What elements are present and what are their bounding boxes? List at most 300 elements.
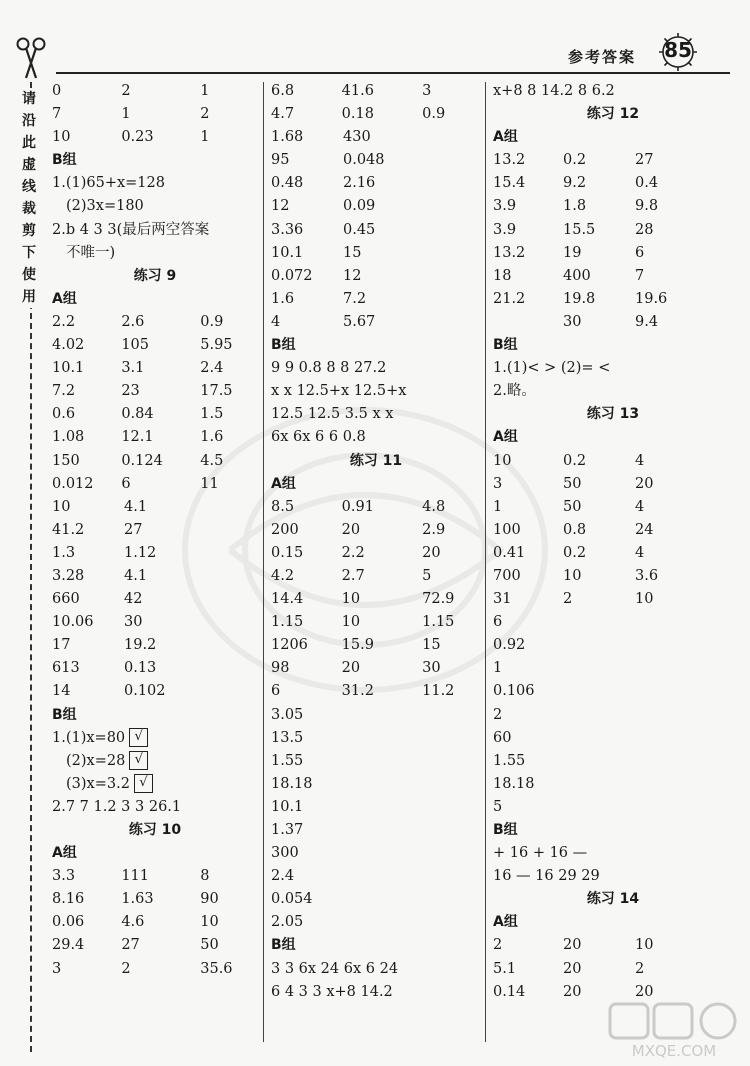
answer-row xyxy=(493,958,733,981)
answer-value: 1.12 xyxy=(124,544,157,561)
answer-value: 2.6 xyxy=(121,313,145,330)
answer-value: 4.8 xyxy=(422,498,446,515)
answer-row xyxy=(271,242,481,265)
answer-value: 28 xyxy=(635,221,654,238)
answer-row xyxy=(271,796,481,819)
answer-row xyxy=(271,657,481,680)
answer-value: 2 xyxy=(200,106,210,123)
answer-value: 10 xyxy=(341,591,361,608)
answer-value: 2 xyxy=(121,960,131,977)
answer-value: 10.1 xyxy=(271,798,304,815)
answer-value: 4 xyxy=(271,313,281,330)
answer-value: 42 xyxy=(124,591,143,608)
answer-value: 2 xyxy=(493,706,503,723)
answer-value: 18 xyxy=(493,267,512,284)
exercise-title: 练习 13 xyxy=(586,406,640,423)
answer-value: 0.2 xyxy=(563,152,587,169)
answer-value: 1.63 xyxy=(121,891,154,908)
answer-value: 10 xyxy=(493,452,512,469)
answer-row xyxy=(493,265,733,288)
answer-row xyxy=(493,611,733,634)
answer-value: 2.2 xyxy=(341,544,365,561)
answer-value: 95 xyxy=(271,152,290,169)
answer-value: 1.6 xyxy=(271,290,295,307)
answer-value: 2.7 xyxy=(341,567,365,584)
answer-row xyxy=(493,149,733,172)
answer-row xyxy=(271,126,481,149)
answer-row xyxy=(271,542,481,565)
answer-row xyxy=(271,496,481,519)
answer-value: 41.6 xyxy=(341,83,374,99)
answer-value: 2.4 xyxy=(200,360,224,377)
answer-value: 1.08 xyxy=(52,429,85,446)
answer-value: 100 xyxy=(493,521,521,538)
answer-row xyxy=(271,219,481,242)
answer-column-1 xyxy=(52,80,258,981)
answer-line: 1.(1)65+x=128 xyxy=(52,175,165,192)
answer-value: 1 xyxy=(493,498,503,515)
answer-value: 13.2 xyxy=(493,244,526,261)
answer-value: 98 xyxy=(271,660,290,677)
answer-value: 1.8 xyxy=(563,198,587,215)
answer-value: 1.68 xyxy=(271,129,304,146)
answer-row xyxy=(271,288,481,311)
group-heading: A组 xyxy=(493,129,518,146)
answer-row xyxy=(52,680,258,703)
answer-value: 0.13 xyxy=(124,660,157,677)
answer-value: 0.106 xyxy=(493,683,535,700)
answer-row xyxy=(493,473,733,496)
answer-value: 30 xyxy=(124,614,143,631)
answer-value: 31.2 xyxy=(341,683,374,700)
answer-value: 111 xyxy=(121,868,149,885)
answer-check-line xyxy=(52,727,258,750)
answer-row xyxy=(52,311,258,334)
checkmark-icon: √ xyxy=(129,751,148,770)
answer-value: 17 xyxy=(52,637,71,654)
answer-value: 0.4 xyxy=(635,175,659,192)
answer-value: 29.4 xyxy=(52,937,85,954)
answer-value: 9.8 xyxy=(635,198,659,215)
answer-value: 4 xyxy=(635,544,645,561)
group-heading: B组 xyxy=(493,822,518,838)
answer-value: 90 xyxy=(200,891,219,908)
exercise-title: 练习 10 xyxy=(128,822,182,838)
answer-row xyxy=(52,634,258,657)
group-heading: A组 xyxy=(493,429,518,446)
answer-value: 30 xyxy=(563,313,582,330)
answer-row xyxy=(271,588,481,611)
answer-row xyxy=(52,103,258,126)
answer-value: 15.5 xyxy=(563,221,596,238)
answer-value: 50 xyxy=(563,498,582,515)
answer-value: 5.95 xyxy=(200,337,233,354)
answer-value: 20 xyxy=(635,475,654,492)
answer-value: 27 xyxy=(124,521,143,538)
answer-row xyxy=(271,750,481,773)
exercise-title: 练习 9 xyxy=(133,267,177,284)
answer-value: 3.36 xyxy=(271,221,304,238)
answer-row xyxy=(52,380,258,403)
checkmark-icon: √ xyxy=(134,774,153,793)
answer-row xyxy=(52,911,258,934)
group-heading: B组 xyxy=(271,337,296,354)
answer-row xyxy=(52,542,258,565)
answer-row xyxy=(52,403,258,426)
answer-value: 21.2 xyxy=(493,290,526,307)
answer-value: 0.012 xyxy=(52,475,94,492)
answer-value: 300 xyxy=(271,845,299,862)
answer-value: 4.5 xyxy=(200,452,224,469)
answer-row xyxy=(493,450,733,473)
answer-line: 6 4 3 3 x+8 14.2 xyxy=(271,983,393,1000)
answer-value: 0.92 xyxy=(493,637,526,654)
header-rule xyxy=(56,72,730,74)
answer-row xyxy=(271,865,481,888)
answer-value: 3.28 xyxy=(52,567,85,584)
answer-value: 0.41 xyxy=(493,544,526,561)
answer-text: 1.(1)x=80 xyxy=(52,729,126,746)
answer-row xyxy=(271,611,481,634)
cut-instruction: 请沿此虚线裁剪下使用 xyxy=(18,88,40,308)
answer-value: 72.9 xyxy=(422,591,455,608)
answer-value: 2.05 xyxy=(271,914,304,931)
answer-line: 2.7 7 1.2 3 3 26.1 xyxy=(52,798,182,815)
answer-value: 4 xyxy=(635,498,645,515)
column-divider xyxy=(485,82,486,1042)
answer-value: 14.4 xyxy=(271,591,304,608)
answer-row xyxy=(52,126,258,149)
answer-value: 1 xyxy=(493,660,503,677)
answer-row xyxy=(271,773,481,796)
answer-value: 15.9 xyxy=(341,637,374,654)
answer-value: 1.55 xyxy=(493,752,526,769)
answer-row xyxy=(271,265,481,288)
answer-value: 9.2 xyxy=(563,175,587,192)
answer-value: 15 xyxy=(422,637,441,654)
site-logo-text: MXQE.COM xyxy=(631,1042,717,1060)
answer-value: 0.9 xyxy=(200,313,224,330)
answer-value: 10.1 xyxy=(52,360,85,377)
answer-value: 0.048 xyxy=(343,152,385,169)
answer-value: 3.05 xyxy=(271,706,304,723)
answer-value: 7 xyxy=(52,106,62,123)
answer-line: 2.略。 xyxy=(493,383,536,400)
answer-row xyxy=(493,311,733,334)
answer-row xyxy=(52,888,258,911)
answer-value: 10 xyxy=(341,614,361,631)
answer-value: 3.9 xyxy=(493,221,517,238)
answer-value: 1.5 xyxy=(200,406,224,423)
answer-value: 2 xyxy=(563,591,573,608)
page-number: 85 xyxy=(664,38,692,62)
answer-value: 12 xyxy=(343,267,362,284)
answer-value: 0.2 xyxy=(563,452,587,469)
answer-row xyxy=(493,750,733,773)
group-heading: B组 xyxy=(493,337,518,354)
answer-row xyxy=(493,565,733,588)
group-heading: A组 xyxy=(493,914,518,931)
answer-value: 10 xyxy=(563,567,582,584)
answer-value: 1.15 xyxy=(271,614,304,631)
answer-row xyxy=(493,773,733,796)
answer-value: 4 xyxy=(635,452,645,469)
answer-value: 0.91 xyxy=(341,498,374,515)
answer-value: 4.02 xyxy=(52,337,85,354)
answer-value: 8.16 xyxy=(52,891,85,908)
exercise-title: 练习 12 xyxy=(586,106,640,123)
answer-text: (3)x=3.2 xyxy=(66,775,130,792)
answer-line: 3 3 6x 24 6x 6 24 xyxy=(271,960,399,977)
answer-row xyxy=(493,288,733,311)
answer-value: 0.102 xyxy=(124,683,166,700)
answer-value: 13.2 xyxy=(493,152,526,169)
answer-row xyxy=(52,426,258,449)
answer-row xyxy=(271,172,481,195)
answer-row xyxy=(271,888,481,911)
answer-value: 4.7 xyxy=(271,106,295,123)
answer-row xyxy=(271,911,481,934)
answer-value: 660 xyxy=(52,591,80,608)
answer-row xyxy=(271,103,481,126)
answer-row xyxy=(271,704,481,727)
answer-row xyxy=(271,311,481,334)
answer-value: 6 xyxy=(493,614,503,631)
answer-check-line xyxy=(52,750,258,773)
answer-value: 200 xyxy=(271,521,299,538)
answer-value: 15 xyxy=(343,244,362,261)
answer-row xyxy=(52,496,258,519)
column-divider xyxy=(263,82,264,1042)
answer-line: x+8 8 14.2 8 6.2 xyxy=(493,83,615,99)
answer-value: 13.5 xyxy=(271,729,304,746)
answer-row xyxy=(52,565,258,588)
group-heading: B组 xyxy=(52,706,77,723)
answer-value: 6 xyxy=(635,244,645,261)
answer-value: 2.16 xyxy=(343,175,376,192)
answer-column-2 xyxy=(271,80,481,1004)
answer-row xyxy=(52,519,258,542)
answer-value: 3.3 xyxy=(52,868,76,885)
answer-value: 7.2 xyxy=(52,383,76,400)
answer-value: 0.072 xyxy=(271,267,313,284)
scissors-icon xyxy=(14,36,48,80)
exercise-title: 练习 14 xyxy=(586,891,640,908)
answer-row xyxy=(493,588,733,611)
answer-value: 30 xyxy=(422,660,441,677)
answer-value: 19.2 xyxy=(124,637,157,654)
answer-value: 0.14 xyxy=(493,983,526,1000)
answer-value: 24 xyxy=(635,521,654,538)
answer-row xyxy=(52,934,258,957)
answer-line: 6x 6x 6 6 0.8 xyxy=(271,429,366,446)
answer-row xyxy=(52,958,258,981)
answer-value: 1.15 xyxy=(422,614,455,631)
answer-row xyxy=(271,80,481,103)
answer-value: 1.55 xyxy=(271,752,304,769)
answer-row xyxy=(52,357,258,380)
answer-value: 0.84 xyxy=(121,406,154,423)
answer-value xyxy=(493,311,563,334)
answer-value: 0.09 xyxy=(343,198,376,215)
answer-value: 10 xyxy=(52,498,71,515)
answer-value: 4.1 xyxy=(124,498,148,515)
answer-value: 60 xyxy=(493,729,512,746)
answer-row xyxy=(52,611,258,634)
answer-value: 1.37 xyxy=(271,822,304,838)
site-logo-icon xyxy=(604,1000,744,1062)
answer-value: 11 xyxy=(200,475,219,492)
answer-row xyxy=(52,450,258,473)
answer-value: 5 xyxy=(422,567,432,584)
answer-value: 0.48 xyxy=(271,175,304,192)
answer-value: 7.2 xyxy=(343,290,367,307)
answer-value: 0.8 xyxy=(563,521,587,538)
answer-value: 18.18 xyxy=(493,775,535,792)
answer-line: x x 12.5+x 12.5+x xyxy=(271,383,407,400)
answer-value: 1 xyxy=(200,83,210,99)
answer-row xyxy=(493,796,733,819)
answer-value: 3.9 xyxy=(493,198,517,215)
answer-line: 12.5 12.5 3.5 x x xyxy=(271,406,394,423)
answer-line: 1.(1)< > (2)= < xyxy=(493,360,611,377)
answer-row xyxy=(271,149,481,172)
answer-value: 10.06 xyxy=(52,614,94,631)
answer-text: (2)x=28 xyxy=(66,752,126,769)
answer-value: 10 xyxy=(635,937,654,954)
answer-value: 613 xyxy=(52,660,80,677)
answer-value: 17.5 xyxy=(200,383,233,400)
answer-line: (2)3x=180 xyxy=(66,198,144,215)
exercise-title: 练习 11 xyxy=(349,452,403,469)
header-title: 参考答案 xyxy=(568,48,637,66)
answer-value: 27 xyxy=(635,152,654,169)
answer-value: 3 xyxy=(422,83,432,99)
answer-row xyxy=(493,634,733,657)
answer-value: 41.2 xyxy=(52,521,85,538)
answer-value: 2.2 xyxy=(52,313,76,330)
answer-row xyxy=(493,195,733,218)
answer-row xyxy=(52,865,258,888)
answer-value: 0.23 xyxy=(121,129,154,146)
answer-value: 1 xyxy=(200,129,210,146)
group-heading: B组 xyxy=(52,152,77,169)
answer-value: 1.3 xyxy=(52,544,76,561)
answer-value: 2.9 xyxy=(422,521,446,538)
answer-row xyxy=(52,334,258,357)
answer-row xyxy=(493,519,733,542)
answer-value: 0.6 xyxy=(52,406,76,423)
answer-value: 1206 xyxy=(271,637,308,654)
answer-value: 400 xyxy=(563,267,591,284)
answer-value: 20 xyxy=(341,660,361,677)
answer-row xyxy=(271,842,481,865)
answer-row xyxy=(493,934,733,957)
answer-value: 19.8 xyxy=(563,290,596,307)
answer-value: 10.1 xyxy=(271,244,304,261)
answer-value: 3.6 xyxy=(635,567,659,584)
answer-value: 0 xyxy=(52,83,62,99)
answer-value: 0.06 xyxy=(52,914,85,931)
answer-value: 35.6 xyxy=(200,960,233,977)
answer-row xyxy=(52,588,258,611)
answer-line: 2.b 4 3 3(最后两空答案 xyxy=(52,221,210,238)
answer-line: 16 — 16 29 29 xyxy=(493,868,600,885)
answer-value: 0.45 xyxy=(343,221,376,238)
group-heading: A组 xyxy=(52,290,77,307)
answer-value: 6 xyxy=(121,475,131,492)
answer-value: 700 xyxy=(493,567,521,584)
answer-value: 2 xyxy=(493,937,503,954)
answer-value: 105 xyxy=(121,337,149,354)
answer-value: 2.4 xyxy=(271,868,295,885)
answer-value: 6 xyxy=(271,683,281,700)
answer-value: 430 xyxy=(343,129,371,146)
answer-row xyxy=(271,727,481,750)
answer-value: 4.2 xyxy=(271,567,295,584)
answer-value: 50 xyxy=(563,475,582,492)
answer-value: 7 xyxy=(635,267,645,284)
answer-row xyxy=(493,219,733,242)
answer-value: 20 xyxy=(341,521,361,538)
answer-value: 0.2 xyxy=(563,544,587,561)
answer-value: 2 xyxy=(635,960,645,977)
answer-value: 3 xyxy=(493,475,503,492)
answer-row xyxy=(493,242,733,265)
answer-row xyxy=(271,680,481,703)
answer-value: 10 xyxy=(52,129,71,146)
answer-value: 20 xyxy=(422,544,441,561)
answer-value: 5.1 xyxy=(493,960,517,977)
answer-value: 3.1 xyxy=(121,360,145,377)
answer-row xyxy=(493,680,733,703)
answer-value: 20 xyxy=(563,960,582,977)
answer-row xyxy=(52,80,258,103)
answer-value: 0.15 xyxy=(271,544,304,561)
answer-value: 20 xyxy=(563,983,582,1000)
answer-line: 不唯一) xyxy=(66,244,116,261)
group-heading: A组 xyxy=(52,845,77,862)
answer-row xyxy=(271,195,481,218)
answer-row xyxy=(493,727,733,750)
answer-value: 12.1 xyxy=(121,429,154,446)
answer-value: 27 xyxy=(121,937,140,954)
answer-value: 5 xyxy=(493,798,503,815)
answer-row xyxy=(493,657,733,680)
answer-value: 8.5 xyxy=(271,498,295,515)
answer-value: 1.6 xyxy=(200,429,224,446)
answer-value: 4.1 xyxy=(124,567,148,584)
answer-value: 9.4 xyxy=(635,313,659,330)
answer-line: + 16 + 16 — xyxy=(493,845,588,862)
answer-value: 19 xyxy=(563,244,582,261)
answer-value: 0.124 xyxy=(121,452,163,469)
group-heading: B组 xyxy=(271,937,296,954)
answer-value: 150 xyxy=(52,452,80,469)
answer-row xyxy=(271,565,481,588)
answer-value: 12 xyxy=(271,198,290,215)
answer-value: 10 xyxy=(200,914,219,931)
answer-row xyxy=(52,657,258,680)
answer-row xyxy=(493,172,733,195)
group-heading: A组 xyxy=(271,475,296,492)
answer-value: 10 xyxy=(635,591,654,608)
answer-value: 4.6 xyxy=(121,914,145,931)
answer-value: 15.4 xyxy=(493,175,526,192)
answer-row xyxy=(271,519,481,542)
answer-column-3 xyxy=(493,80,733,1004)
answer-value: 20 xyxy=(635,983,654,1000)
